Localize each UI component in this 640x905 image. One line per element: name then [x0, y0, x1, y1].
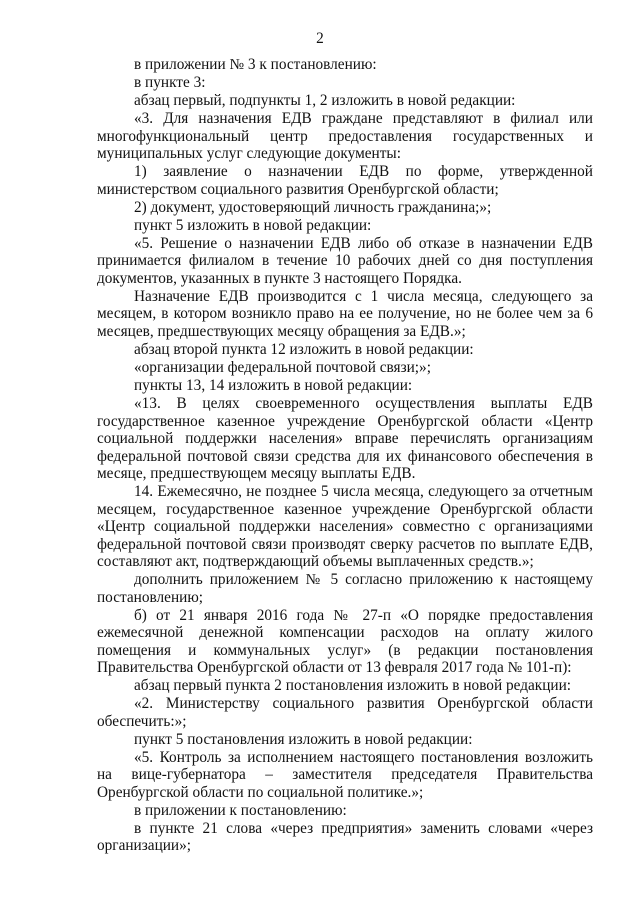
paragraph: 2) документ, удостоверяющий личность гражданина;»;: [134, 198, 492, 216]
paragraph: абзац первый, подпункты 1, 2 изложить в новой редакции:: [134, 92, 516, 110]
paragraph: абзац первый пункта 2 постановления изложить в новой редакции:: [134, 677, 572, 695]
paragraph: дополнить приложением № 5 согласно приложению к настоящему постановлению;: [97, 571, 593, 606]
paragraph: «3. Для назначения ЕДВ граждане представляют в филиал или многофункциональный центр предоставления государственных и муниципальных услуг следующие документы:: [97, 110, 593, 163]
paragraph: б) от 21 января 2016 года № 27-п «О порядке предоставления ежемесячной денежной компенсации расходов на оплату жилого помещения и коммунальных услуг» (в редакции постановления Правительства Оренбургской области от 13 февраля 2017 года № 101-п):: [97, 606, 593, 677]
paragraph: «организации федеральной почтовой связи;»;: [134, 358, 431, 376]
paragraph: «2. Министерству социального развития Оренбургской области обеспечить:»;: [97, 695, 593, 730]
paragraph: абзац второй пункта 12 изложить в новой редакции:: [134, 340, 474, 358]
page-number: 2: [316, 30, 324, 47]
paragraph: в приложении № 3 к постановлению:: [134, 56, 377, 73]
paragraph: «5. Контроль за исполнением настоящего постановления возложить на вице-губернатора – заместителя председателя Правительства Оренбургской области по социальной политике.»;: [97, 748, 593, 801]
document-body: [97, 56, 593, 856]
paragraph: 14. Ежемесячно, не позднее 5 числа месяца, следующего за отчетным месяцем, государственное казенное учреждение Оренбургской области «Центр социальной поддержки населения» совместно с организациями федеральной почтовой связи производят сверку расчетов по выплате ЕДВ, составляют акт, подтверждающий объемы выплаченных средств.»;: [97, 483, 593, 571]
paragraph: пункт 5 изложить в новой редакции:: [134, 216, 372, 234]
paragraph: «13. В целях своевременного осуществления выплаты ЕДВ государственное казенное учреждение Оренбургской области «Центр социальной поддержки населения» вправе перечислять организациям федеральной почтовой связи средства для их финансового обеспечения в месяце, предшествующем месяцу выплаты ЕДВ.: [97, 395, 593, 483]
paragraph: Назначение ЕДВ производится с 1 числа месяца, следующего за месяцем, в котором возникло право на ее получение, но не более чем за 6 месяцев, предшествующих месяцу обращения за ЕДВ.»;: [97, 287, 593, 340]
paragraph: пункт 5 постановления изложить в новой редакции:: [134, 730, 473, 748]
paragraph: в пункте 21 слова «через предприятия» заменить словами «через организации»;: [97, 819, 593, 855]
paragraph: 1) заявление о назначении ЕДВ по форме, утвержденной министерством социального развития Оренбургской области;: [97, 163, 593, 198]
paragraph: «5. Решение о назначении ЕДВ либо об отказе в назначении ЕДВ принимается филиалом в течение 10 рабочих дней со дня поступления документов, указанных в пункте 3 настоящего Порядка.: [97, 234, 593, 287]
paragraph: пункты 13, 14 изложить в новой редакции:: [134, 377, 413, 395]
paragraph: в пункте 3:: [134, 74, 206, 92]
paragraph: в приложении к постановлению:: [134, 801, 347, 819]
